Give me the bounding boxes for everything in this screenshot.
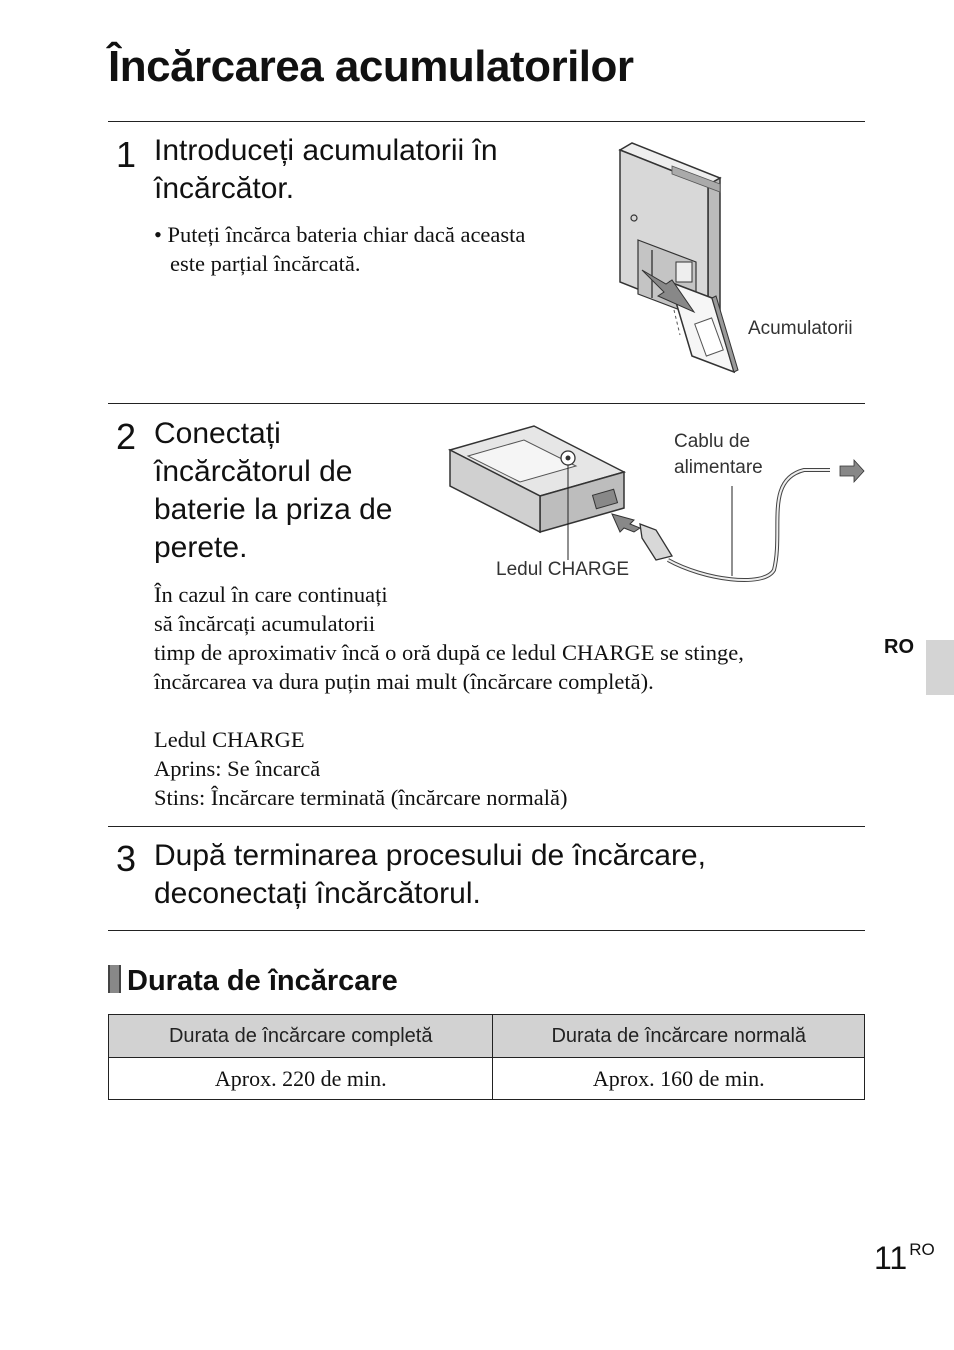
heading-line: încărcător. bbox=[154, 172, 295, 205]
note-line: • Puteți încărca bateria chiar dacă aceasta bbox=[154, 222, 526, 247]
heading-line: baterie la priza de bbox=[154, 493, 393, 526]
step-1-note bbox=[154, 220, 525, 278]
paragraph-line: timp de aproximativ încă o oră după ce ledul CHARGE se stinge, bbox=[154, 640, 744, 665]
heading-line: perete. bbox=[154, 531, 248, 564]
heading-line: După terminarea procesului de încărcare, bbox=[154, 839, 706, 872]
charger-battery-illustration bbox=[612, 140, 752, 390]
table-header: Durata de încărcare completă bbox=[109, 1015, 493, 1058]
step-1-heading bbox=[154, 132, 498, 208]
table-cell: Aprox. 160 de min. bbox=[493, 1058, 865, 1100]
step-1-number: 1 bbox=[116, 134, 137, 175]
table-header: Durata de încărcare normală bbox=[493, 1015, 865, 1058]
step-2-paragraph bbox=[154, 580, 744, 696]
heading-line: Conectați bbox=[154, 417, 281, 450]
battery-label: Acumulatorii bbox=[748, 318, 853, 339]
step-2-number: 2 bbox=[116, 416, 137, 457]
step-2-heading bbox=[154, 415, 392, 567]
led-info-line: Ledul CHARGE bbox=[154, 727, 305, 752]
page-title: Încărcarea acumulatorilor bbox=[108, 42, 634, 91]
divider bbox=[108, 826, 865, 827]
divider bbox=[108, 121, 865, 122]
paragraph-line: încărcarea va dura puțin mai mult (încărcare completă). bbox=[154, 669, 654, 694]
charge-led-info bbox=[154, 725, 568, 812]
table-cell: Aprox. 220 de min. bbox=[109, 1058, 493, 1100]
led-info-line: Aprins: Se încarcă bbox=[154, 756, 321, 781]
heading-line: încărcătorul de bbox=[154, 455, 353, 488]
section-heading-text: Durata de încărcare bbox=[127, 965, 398, 997]
charge-led-label: Ledul CHARGE bbox=[496, 559, 630, 580]
heading-line: deconectați încărcătorul. bbox=[154, 877, 481, 910]
paragraph-line: să încărcați acumulatorii bbox=[154, 611, 376, 636]
cable-label-line: Cablu de bbox=[674, 431, 751, 452]
divider bbox=[108, 403, 865, 404]
step-3-heading bbox=[154, 837, 706, 913]
cable-label bbox=[674, 429, 763, 481]
divider bbox=[108, 930, 865, 931]
note-line: este parțial încărcată. bbox=[170, 251, 361, 276]
language-tab-label: RO bbox=[884, 636, 914, 658]
language-tab bbox=[926, 640, 954, 695]
step-3-number: 3 bbox=[116, 838, 137, 879]
page-number bbox=[874, 1240, 935, 1277]
cable-label-line: alimentare bbox=[674, 457, 763, 478]
section-marker-icon bbox=[108, 965, 121, 993]
led-info-line: Stins: Încărcare terminată (încărcare normală) bbox=[154, 785, 568, 810]
section-heading bbox=[108, 965, 398, 998]
page-number-suffix: RO bbox=[909, 1240, 935, 1259]
paragraph-line: În cazul în care continuați bbox=[154, 582, 388, 607]
page-number-value: 11 bbox=[874, 1240, 908, 1276]
charging-time-table bbox=[108, 1014, 865, 1100]
heading-line: Introduceți acumulatorii în bbox=[154, 134, 498, 167]
table-row bbox=[109, 1058, 865, 1100]
table-header-row bbox=[109, 1015, 865, 1058]
